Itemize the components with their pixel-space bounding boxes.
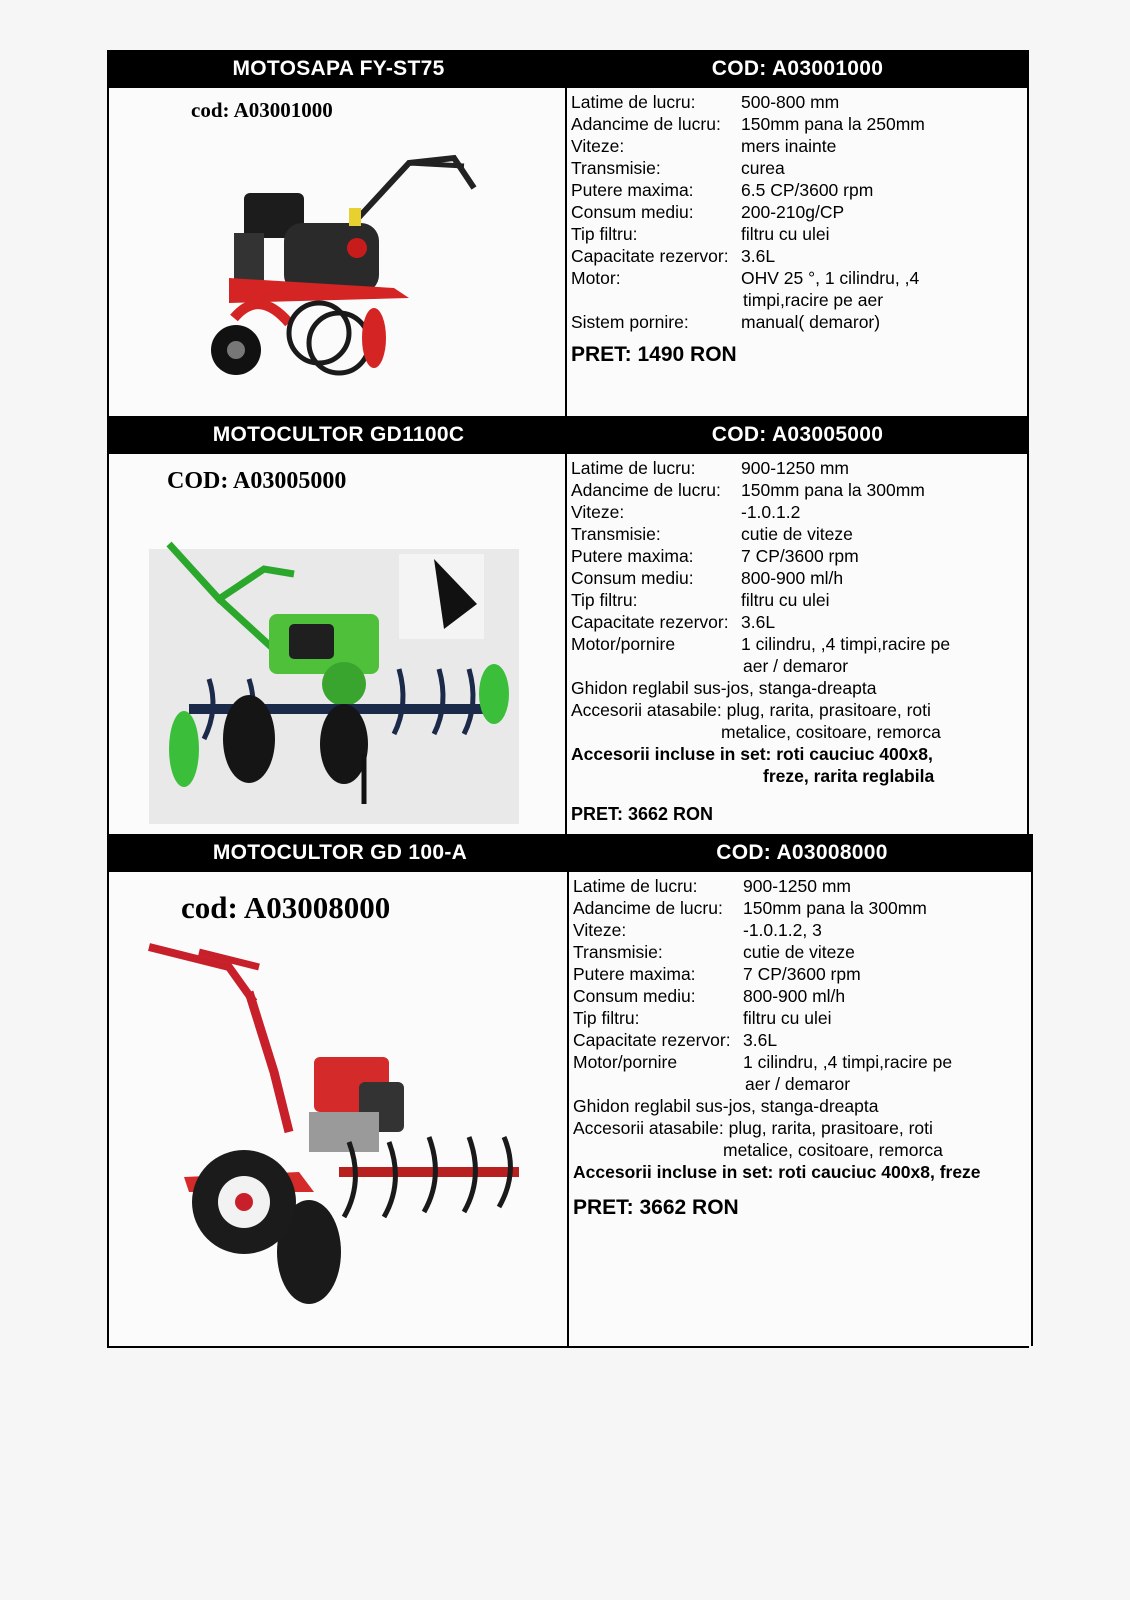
spec-row [573, 985, 1031, 1007]
product-price: PRET: 3662 RON [571, 804, 714, 824]
spec-label: Capacitate rezervor: [571, 612, 729, 632]
spec-label: Consum mediu: [571, 202, 694, 222]
spec-label: Consum mediu: [571, 568, 694, 588]
image-code-label: cod: A03008000 [181, 890, 391, 925]
product-specs [567, 88, 1027, 416]
spec-label: Capacitate rezervor: [571, 246, 729, 266]
product-header [109, 50, 1027, 88]
spec-label: Viteze: [571, 136, 625, 156]
spec-value: 900-1250 mm [741, 458, 849, 478]
product-code-header: COD: A03001000 [711, 57, 884, 80]
product-specs [569, 872, 1031, 1346]
spec-label: Putere maxima: [571, 180, 694, 200]
spec-label: Capacitate rezervor: [573, 1030, 731, 1050]
included-accessories: Accesorii incluse in set: roti cauciuc 400x8, freze, rarita reglabila [571, 744, 935, 786]
extra-features [571, 677, 1027, 743]
spec-value: 7 CP/3600 rpm [743, 964, 861, 984]
spec-row [571, 113, 1027, 135]
spec-row [573, 1051, 1031, 1073]
spec-row [573, 897, 1031, 919]
spec-row [571, 589, 1027, 611]
spec-label: Tip filtru: [573, 1008, 640, 1028]
spec-value: curea [741, 158, 785, 178]
spec-label: Putere maxima: [571, 546, 694, 566]
spec-list [571, 457, 1027, 677]
product-section-3 [107, 834, 1029, 1348]
product-title: MOTOCULTOR GD 100-A [212, 841, 468, 864]
spec-row [571, 479, 1027, 501]
spec-label: Sistem pornire: [571, 312, 689, 332]
spec-value: 200-210g/CP [741, 202, 845, 222]
spec-row [571, 245, 1027, 267]
product-section-1 [107, 50, 1029, 416]
product-image-panel [109, 872, 569, 1346]
spec-value: cutie de viteze [743, 942, 855, 962]
spec-label: Latime de lucru: [571, 92, 696, 112]
spec-value: 500-800 mm [741, 92, 840, 112]
spec-row [571, 179, 1027, 201]
spec-value: mers inainte [741, 136, 837, 156]
spec-list [573, 875, 1031, 1095]
spec-row [571, 457, 1027, 479]
spec-row [573, 963, 1031, 985]
spec-row [571, 311, 1027, 333]
image-code-label: COD: A03005000 [167, 468, 347, 494]
spec-label: Transmisie: [571, 524, 661, 544]
spec-value: 1 cilindru, ,4 timpi,racire pe [741, 634, 951, 654]
spec-value: filtru cu ulei [741, 590, 830, 610]
product-price: PRET: 1490 RON [571, 343, 737, 366]
spec-value: cutie de viteze [741, 524, 853, 544]
spec-label: Motor/pornire [573, 1052, 678, 1072]
spec-label: Viteze: [573, 920, 627, 940]
spec-label: Transmisie: [571, 158, 661, 178]
spec-row [571, 157, 1027, 179]
spec-row [571, 91, 1027, 113]
spec-row [571, 223, 1027, 245]
spec-row [571, 633, 1027, 655]
spec-row [571, 545, 1027, 567]
spec-label: Viteze: [571, 502, 625, 522]
spec-value: 150mm pana la 250mm [741, 114, 925, 134]
spec-row [571, 267, 1027, 289]
feature-line: Accesorii atasabile: plug, rarita, prasitoare, roti [573, 1118, 933, 1138]
product-image-panel [109, 88, 567, 416]
spec-label: Adancime de lucru: [573, 898, 723, 918]
spec-value: OHV 25 °, 1 cilindru, ,4 [741, 268, 920, 288]
spec-row [573, 941, 1031, 963]
tiller-red-large-image [109, 872, 567, 1346]
spec-value: 1 cilindru, ,4 timpi,racire pe [743, 1052, 953, 1072]
spec-label: Latime de lucru: [573, 876, 698, 896]
spec-label: Motor: [571, 268, 621, 288]
spec-label: Tip filtru: [571, 590, 638, 610]
tiller-red-image [109, 88, 565, 416]
spec-value: -1.0.1.2 [741, 502, 801, 522]
product-header [109, 416, 1027, 454]
feature-line-continued: metalice, cositoare, remorca [723, 1140, 943, 1160]
image-code-label: cod: A03001000 [191, 98, 333, 122]
product-image-panel [109, 454, 567, 834]
spec-label: Consum mediu: [573, 986, 696, 1006]
spec-label: Tip filtru: [571, 224, 638, 244]
spec-value: 800-900 ml/h [741, 568, 844, 588]
spec-value: 6.5 CP/3600 rpm [741, 180, 874, 200]
spec-value: 150mm pana la 300mm [743, 898, 927, 918]
product-price: PRET: 3662 RON [573, 1196, 739, 1219]
spec-value-continued: aer / demaror [743, 656, 849, 676]
product-specs [567, 454, 1027, 834]
spec-value: 7 CP/3600 rpm [741, 546, 859, 566]
spec-row [571, 611, 1027, 633]
product-code-header: COD: A03008000 [716, 841, 888, 864]
product-section-2 [107, 416, 1029, 834]
spec-row [573, 919, 1031, 941]
spec-list [571, 91, 1027, 333]
spec-row [571, 501, 1027, 523]
spec-value: filtru cu ulei [743, 1008, 832, 1028]
extra-features [573, 1095, 1031, 1161]
product-catalog-sheet [107, 50, 1029, 1348]
spec-row [571, 567, 1027, 589]
product-title: MOTOSAPA FY-ST75 [232, 57, 445, 80]
spec-row [573, 1007, 1031, 1029]
spec-label: Transmisie: [573, 942, 663, 962]
feature-line-continued: metalice, cositoare, remorca [721, 722, 941, 742]
spec-value: 150mm pana la 300mm [741, 480, 925, 500]
spec-value: manual( demaror) [741, 312, 881, 332]
feature-line: Ghidon reglabil sus-jos, stanga-dreapta [571, 678, 877, 698]
product-code-header: COD: A03005000 [711, 423, 884, 446]
spec-value-continued: timpi,racire pe aer [743, 290, 884, 310]
spec-value: 900-1250 mm [743, 876, 851, 896]
spec-value: filtru cu ulei [741, 224, 830, 244]
product-title: MOTOCULTOR GD1100C [212, 423, 465, 446]
spec-label: Adancime de lucru: [571, 114, 721, 134]
spec-row [571, 135, 1027, 157]
product-header [109, 834, 1033, 872]
spec-label: Latime de lucru: [571, 458, 696, 478]
spec-label: Adancime de lucru: [571, 480, 721, 500]
spec-value: 3.6L [741, 612, 776, 632]
spec-row [573, 875, 1031, 897]
spec-label: Motor/pornire [571, 634, 676, 654]
included-accessories: Accesorii incluse in set: roti cauciuc 400x8, freze [573, 1162, 981, 1182]
feature-line: Ghidon reglabil sus-jos, stanga-dreapta [573, 1096, 879, 1116]
spec-row [573, 1029, 1031, 1051]
spec-value: 3.6L [741, 246, 776, 266]
spec-label: Putere maxima: [573, 964, 696, 984]
feature-line: Accesorii atasabile: plug, rarita, prasitoare, roti [571, 700, 931, 720]
spec-value: 3.6L [743, 1030, 778, 1050]
spec-row [571, 201, 1027, 223]
spec-value: 800-900 ml/h [743, 986, 846, 1006]
tiller-green-image [109, 454, 565, 834]
spec-value-continued: aer / demaror [745, 1074, 851, 1094]
spec-value: -1.0.1.2, 3 [743, 920, 822, 940]
spec-row [571, 523, 1027, 545]
